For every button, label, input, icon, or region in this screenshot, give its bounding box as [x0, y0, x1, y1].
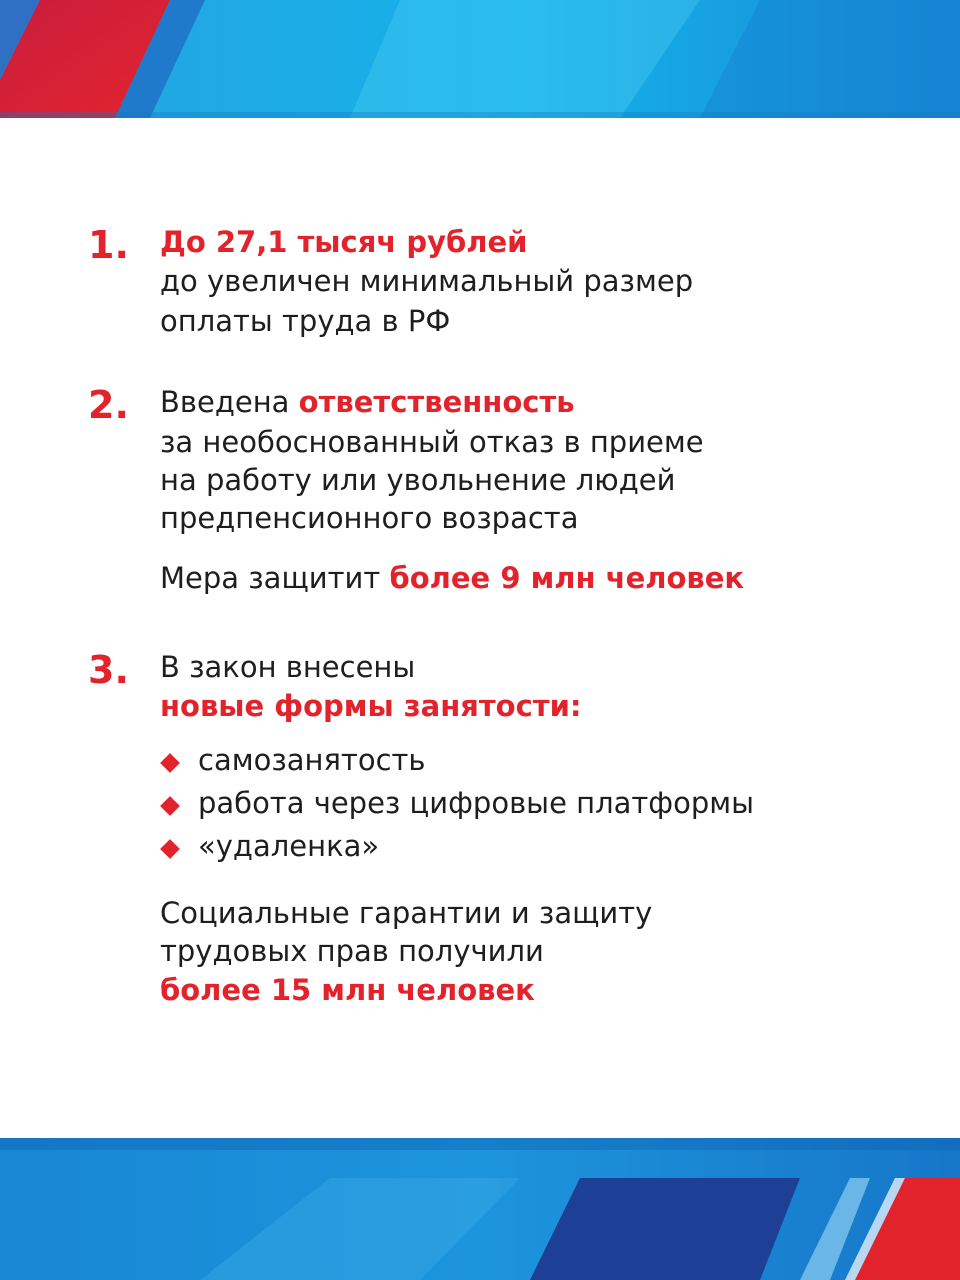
red-diamond-icon [160, 753, 180, 773]
item-3-summary-line-1: Социальные гарантии и защиту [160, 896, 653, 930]
item-2-note-lead: Мера защитит [160, 561, 390, 595]
item-3-highlight: новые формы занятости: [160, 689, 582, 723]
item-2-note [160, 561, 744, 596]
item-2-line-3: предпенсионного возраста [160, 501, 579, 535]
bullet-item-1: самозанятость [198, 743, 426, 777]
item-2-lead: Введена [160, 385, 299, 419]
red-diamond-icon [160, 796, 180, 816]
bullet-item-2: работа через цифровые платформы [198, 786, 755, 820]
item-2-line-2: на работу или увольнение людей [160, 463, 676, 497]
red-diamond-icon [160, 839, 180, 859]
item-2-line-1: за необоснованный отказ в приеме [160, 425, 704, 459]
item-1-number: 1. [88, 223, 129, 267]
item-2-number: 2. [88, 383, 129, 427]
item-1-headline: До 27,1 тысяч рублей [160, 225, 528, 259]
item-2-note-highlight: более 9 млн человек [389, 561, 745, 595]
item-3-line-1: В закон внесены [160, 650, 416, 684]
item-3-summary-highlight: более 15 млн человек [160, 973, 535, 1007]
bullet-item-3: «удаленка» [198, 829, 380, 863]
item-3-summary-line-2: трудовых прав получили [160, 934, 544, 968]
item-3-number: 3. [88, 648, 129, 692]
item-2-highlight: ответственность [298, 385, 575, 419]
item-1-line-2: оплаты труда в РФ [160, 304, 451, 338]
item-2-first-line [160, 385, 575, 420]
item-1-line-1: до увеличен минимальный размер [160, 264, 694, 298]
